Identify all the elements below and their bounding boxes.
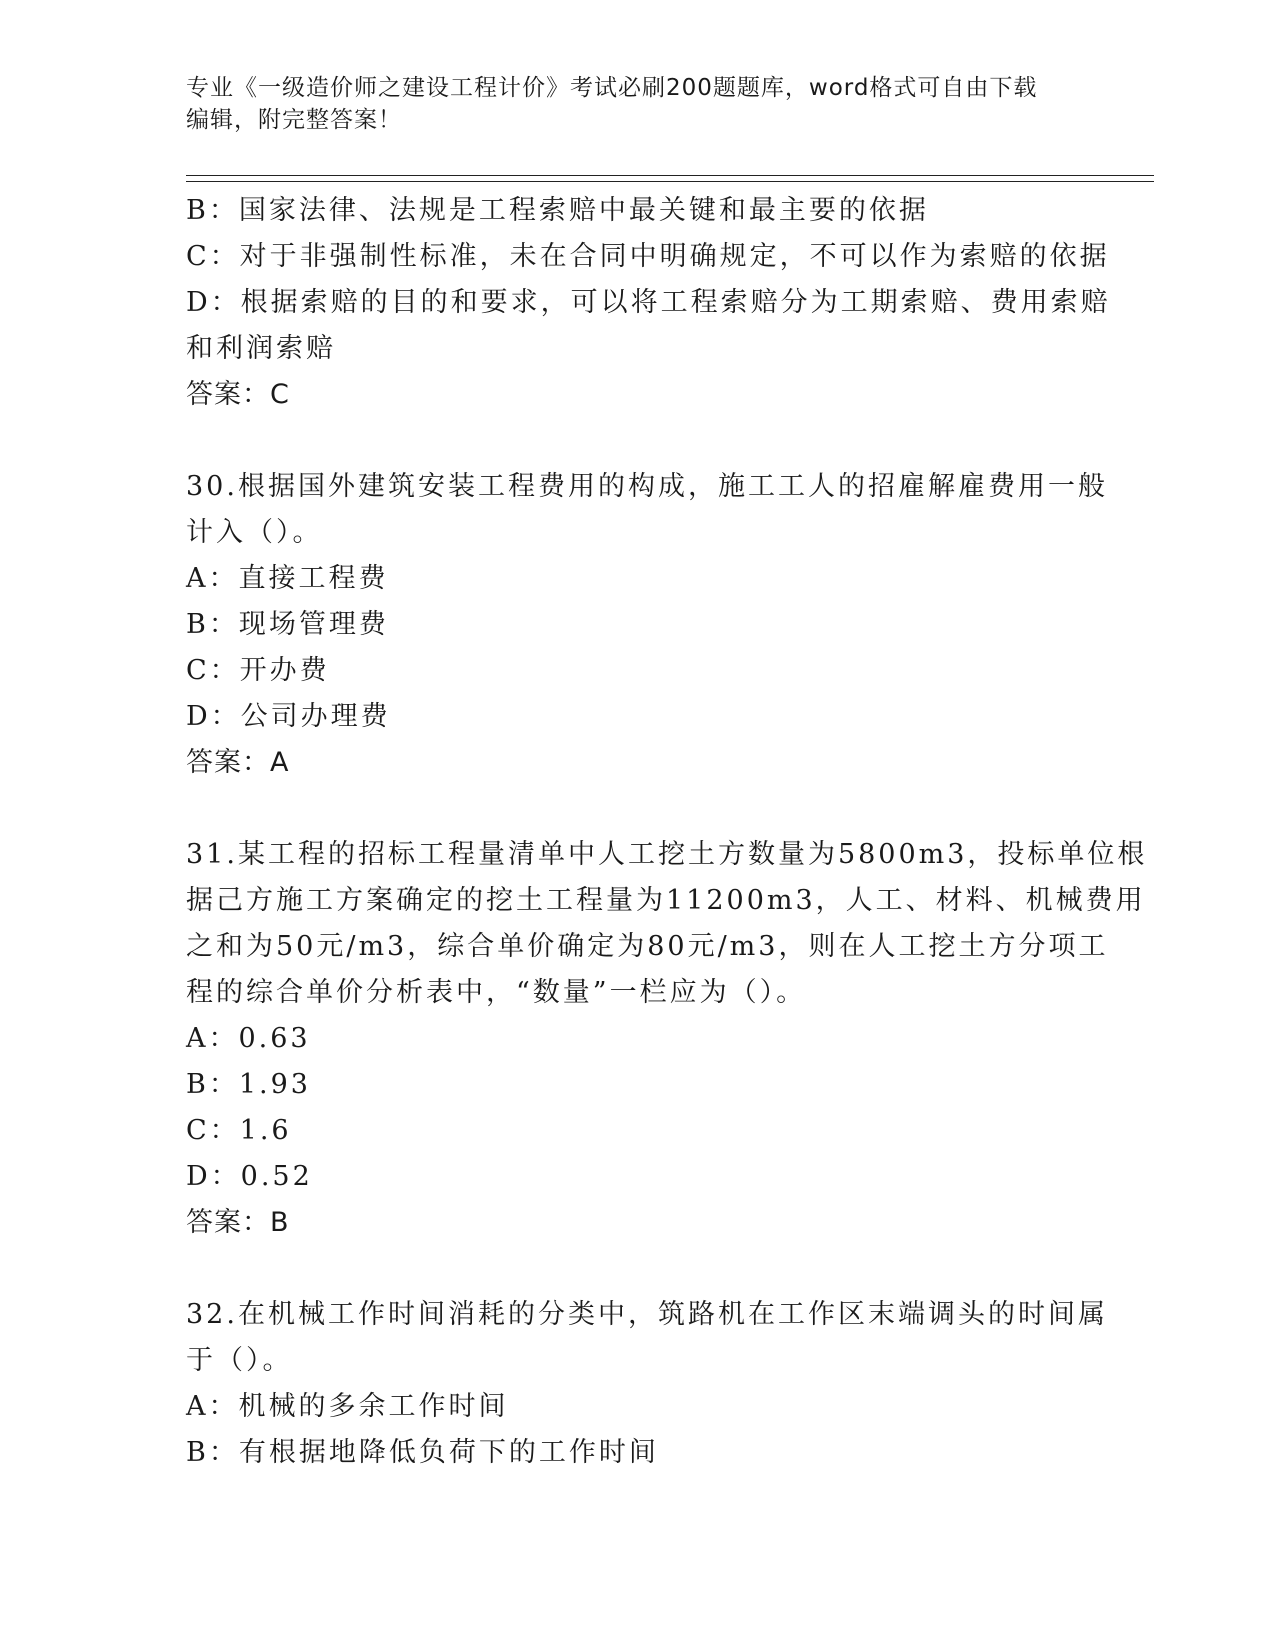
q31-option-c: C：1.6 [186, 1115, 292, 1146]
spacer [186, 1246, 1086, 1292]
q32-option-b: B：有根据地降低负荷下的工作时间 [186, 1437, 659, 1468]
q31-answer: 答案：B [186, 1207, 290, 1238]
q30-option-c: C：开办费 [186, 655, 330, 686]
q29-option-d-line-2: 和利润索赔 [186, 333, 336, 364]
q31-stem-line-4: 程的综合单价分析表中，“数量”一栏应为（）。 [186, 977, 807, 1008]
q31-stem-line-2: 据己方施工方案确定的挖土工程量为11200m3，人工、材料、机械费用 [186, 885, 1146, 916]
q30-stem-line-1: 30.根据国外建筑安装工程费用的构成，施工工人的招雇解雇费用一般 [186, 471, 1108, 502]
q32-stem-line-2: 于（）。 [186, 1345, 293, 1376]
header-divider-bottom [186, 181, 1154, 182]
q31-option-b: B：1.93 [186, 1069, 311, 1100]
document-header [186, 72, 1066, 136]
header-line-2: 编辑，附完整答案！ [186, 107, 402, 133]
q30-option-b: B：现场管理费 [186, 609, 389, 640]
q29-option-b: B：国家法律、法规是工程索赔中最关键和最主要的依据 [186, 195, 929, 226]
q29-answer: 答案：C [186, 379, 290, 410]
q30-answer: 答案：A [186, 747, 290, 778]
spacer [186, 418, 1086, 464]
q31-stem-line-3: 之和为50元/m3，综合单价确定为80元/m3，则在人工挖土方分项工 [186, 931, 1109, 962]
q31-option-d: D：0.52 [186, 1161, 313, 1192]
q29-option-d-line-1: D：根据索赔的目的和要求，可以将工程索赔分为工期索赔、费用索赔 [186, 287, 1111, 318]
q31-option-a: A：0.63 [186, 1023, 311, 1054]
header-divider-top [186, 175, 1154, 176]
q30-option-d: D：公司办理费 [186, 701, 391, 732]
question-31 [186, 832, 1148, 1246]
question-30 [186, 464, 1108, 786]
q32-stem-line-1: 32.在机械工作时间消耗的分类中，筑路机在工作区末端调头的时间属 [186, 1299, 1108, 1330]
spacer [186, 786, 1086, 832]
question-32 [186, 1292, 1108, 1476]
q29-option-c: C：对于非强制性标准，未在合同中明确规定，不可以作为索赔的依据 [186, 241, 1110, 272]
q31-stem-line-1: 31.某工程的招标工程量清单中人工挖土方数量为5800m3，投标单位根 [186, 839, 1148, 870]
q32-option-a: A：机械的多余工作时间 [186, 1391, 509, 1422]
question-29-tail [186, 188, 1111, 418]
header-line-1: 专业《一级造价师之建设工程计价》考试必刷200题题库，word格式可自由下载 [186, 75, 1038, 101]
q30-option-a: A：直接工程费 [186, 563, 389, 594]
document-body [186, 188, 1148, 1476]
q30-stem-line-2: 计入（）。 [186, 517, 323, 548]
